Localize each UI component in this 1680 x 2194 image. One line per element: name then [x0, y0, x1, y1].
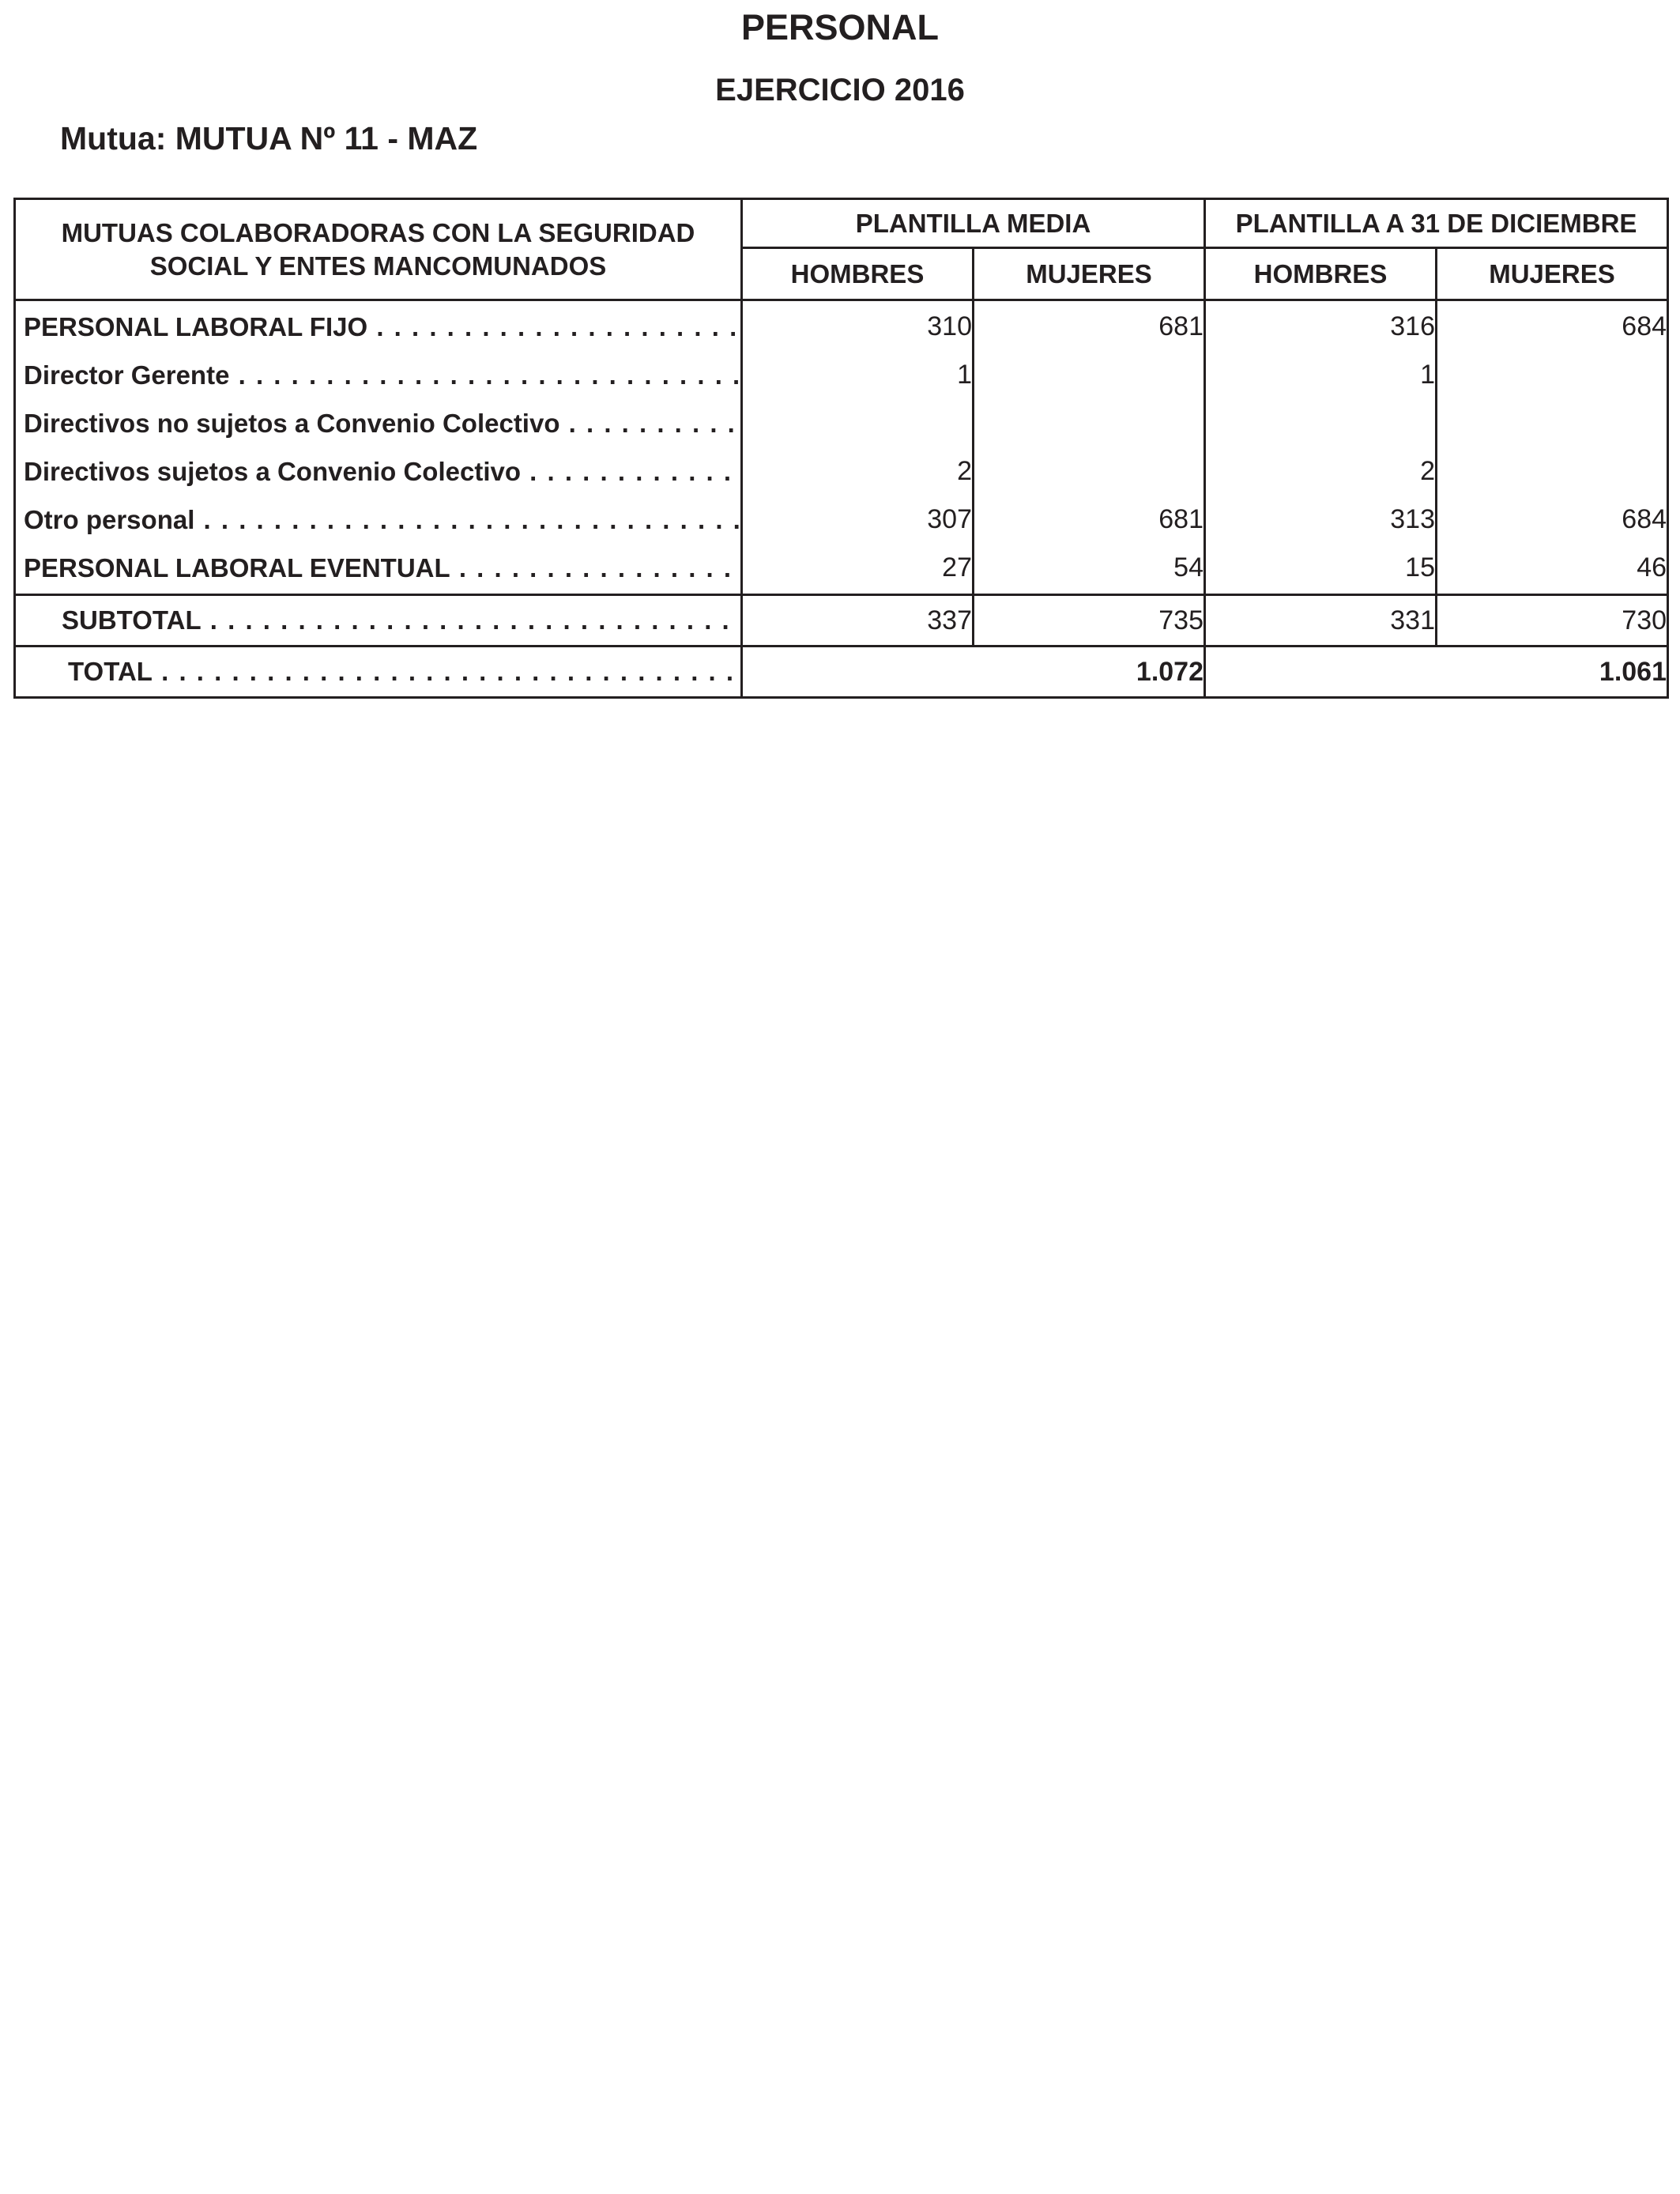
group-header-plantilla-media: PLANTILLA MEDIA: [742, 199, 1205, 248]
sub-header-mujeres-diciembre: MUJERES: [1437, 248, 1668, 300]
entity-name: Mutua: MUTUA Nº 11 - MAZ: [60, 120, 478, 156]
subtotal-row: [15, 595, 1668, 647]
row-label: PERSONAL LABORAL FIJO . . .: [15, 300, 742, 352]
row-label: PERSONAL LABORAL EVENTUAL . . .: [15, 544, 742, 595]
total-label: TOTAL . . .: [15, 647, 742, 698]
subtotal-value: 730: [1437, 595, 1668, 647]
cell-value: 310: [742, 300, 974, 352]
subtotal-value: 331: [1205, 595, 1437, 647]
cell-value: 2: [1205, 447, 1437, 496]
table-row: [15, 399, 1668, 447]
total-value-plantilla-diciembre: 1.061: [1205, 647, 1668, 698]
cell-value: 681: [974, 300, 1205, 352]
page-title: PERSONAL: [740, 7, 940, 47]
row-label: Director Gerente . . .: [15, 351, 742, 399]
cell-value: 684: [1437, 496, 1668, 544]
table-row: [15, 496, 1668, 544]
cell-value: 27: [742, 544, 974, 595]
table-row: [15, 447, 1668, 496]
cell-value: [974, 351, 1205, 399]
cell-value: [1205, 399, 1437, 447]
sub-header-hombres-diciembre: HOMBRES: [1205, 248, 1437, 300]
table-row: [15, 300, 1668, 352]
table-row: [15, 544, 1668, 595]
sub-header-hombres-media: HOMBRES: [742, 248, 974, 300]
label-header-line2: SOCIAL Y ENTES MANCOMUNADOS: [149, 251, 607, 281]
cell-value: 54: [974, 544, 1205, 595]
cell-value: 681: [974, 496, 1205, 544]
total-row: [15, 647, 1668, 698]
cell-value: 1: [742, 351, 974, 399]
total-value-plantilla-media: 1.072: [742, 647, 1205, 698]
page-subtitle: EJERCICIO 2016: [715, 73, 965, 107]
cell-value: 313: [1205, 496, 1437, 544]
personnel-table: [13, 198, 1669, 699]
row-label: Otro personal . . .: [15, 496, 742, 544]
subtotal-label: SUBTOTAL . . .: [15, 595, 742, 647]
cell-value: 307: [742, 496, 974, 544]
cell-value: [974, 447, 1205, 496]
subtotal-value: 337: [742, 595, 974, 647]
cell-value: [742, 399, 974, 447]
subtotal-value: 735: [974, 595, 1205, 647]
cell-value: 316: [1205, 300, 1437, 352]
cell-value: [1437, 447, 1668, 496]
label-header-line1: MUTUAS COLABORADORAS CON LA SEGURIDAD: [61, 217, 695, 247]
cell-value: 2: [742, 447, 974, 496]
label-column-header: [15, 199, 742, 300]
table-row: [15, 351, 1668, 399]
cell-value: 15: [1205, 544, 1437, 595]
cell-value: 684: [1437, 300, 1668, 352]
cell-value: [1437, 399, 1668, 447]
cell-value: [974, 399, 1205, 447]
group-header-plantilla-diciembre: PLANTILLA A 31 DE DICIEMBRE: [1205, 199, 1668, 248]
cell-value: [1437, 351, 1668, 399]
row-label: Directivos sujetos a Convenio Colectivo . . .: [15, 447, 742, 496]
cell-value: 46: [1437, 544, 1668, 595]
cell-value: 1: [1205, 351, 1437, 399]
row-label: Directivos no sujetos a Convenio Colectivo . . .: [15, 399, 742, 447]
sub-header-mujeres-media: MUJERES: [974, 248, 1205, 300]
